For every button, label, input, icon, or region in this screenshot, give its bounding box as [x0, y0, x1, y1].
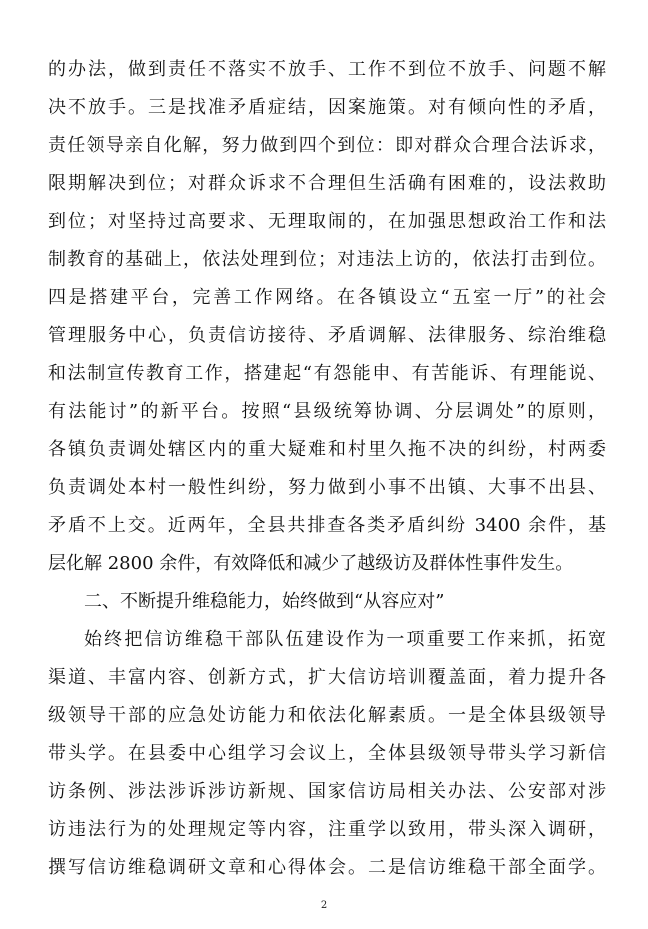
- paragraph-line: 带头学。在县委中心组学习会议上，全体县级领导带头学习新信: [48, 743, 606, 764]
- body-text-line: 层化解 2800 余件，有效降低和减少了越级访及群体性事件发生。: [48, 553, 574, 574]
- paragraph-line: 渠道、丰富内容、创新方式，扩大信访培训覆盖面，着力提升各: [48, 667, 606, 688]
- body-text-line: 的办法，做到责任不落实不放手、工作不到位不放手、问题不解: [48, 59, 606, 80]
- paragraph-line: 撰写信访维稳调研文章和心得体会。二是信访维稳干部全面学。: [48, 857, 606, 878]
- body-text-line: 管理服务中心，负责信访接待、矛盾调解、法律服务、综治维稳: [48, 325, 606, 346]
- body-text-line: 决不放手。三是找准矛盾症结，因案施策。对有倾向性的矛盾，: [48, 97, 606, 118]
- body-text-line: 到位；对坚持过高要求、无理取闹的，在加强思想政治工作和法: [48, 211, 606, 232]
- body-text-line: 和法制宣传教育工作，搭建起“有怨能申、有苦能诉、有理能说、: [48, 363, 606, 384]
- body-text-line: 负责调处本村一般性纠纷，努力做到小事不出镇、大事不出县、: [48, 477, 606, 498]
- paragraph-line: 访条例、涉法涉诉涉访新规、国家信访局相关办法、公安部对涉: [48, 781, 606, 802]
- page-number: 2: [320, 900, 328, 911]
- body-text-line: 各镇负责调处辖区内的重大疑难和村里久拖不决的纠纷，村两委: [48, 439, 606, 460]
- paragraph-line: 访违法行为的处理规定等内容，注重学以致用，带头深入调研，: [48, 819, 606, 840]
- section-heading: 二、不断提升维稳能力，始终做到“从容应对”: [84, 591, 445, 612]
- body-text-line: 四是搭建平台，完善工作网络。在各镇设立“五室一厅”的社会: [48, 287, 606, 308]
- paragraph-line: 始终把信访维稳干部队伍建设作为一项重要工作来抓，拓宽: [84, 629, 606, 650]
- body-text-line: 限期解决到位；对群众诉求不合理但生活确有困难的，设法救助: [48, 173, 606, 194]
- body-text-line: 有法能讨”的新平台。按照“县级统筹协调、分层调处”的原则，: [48, 401, 606, 422]
- body-text-line: 矛盾不上交。近两年，全县共排查各类矛盾纠纷 3400 余件，基: [48, 515, 606, 536]
- body-text-line: 责任领导亲自化解，努力做到四个到位：即对群众合理合法诉求，: [48, 135, 606, 156]
- paragraph-line: 级领导干部的应急处访能力和依法化解素质。一是全体县级领导: [48, 705, 606, 726]
- body-text-line: 制教育的基础上，依法处理到位；对违法上访的，依法打击到位。: [48, 249, 606, 270]
